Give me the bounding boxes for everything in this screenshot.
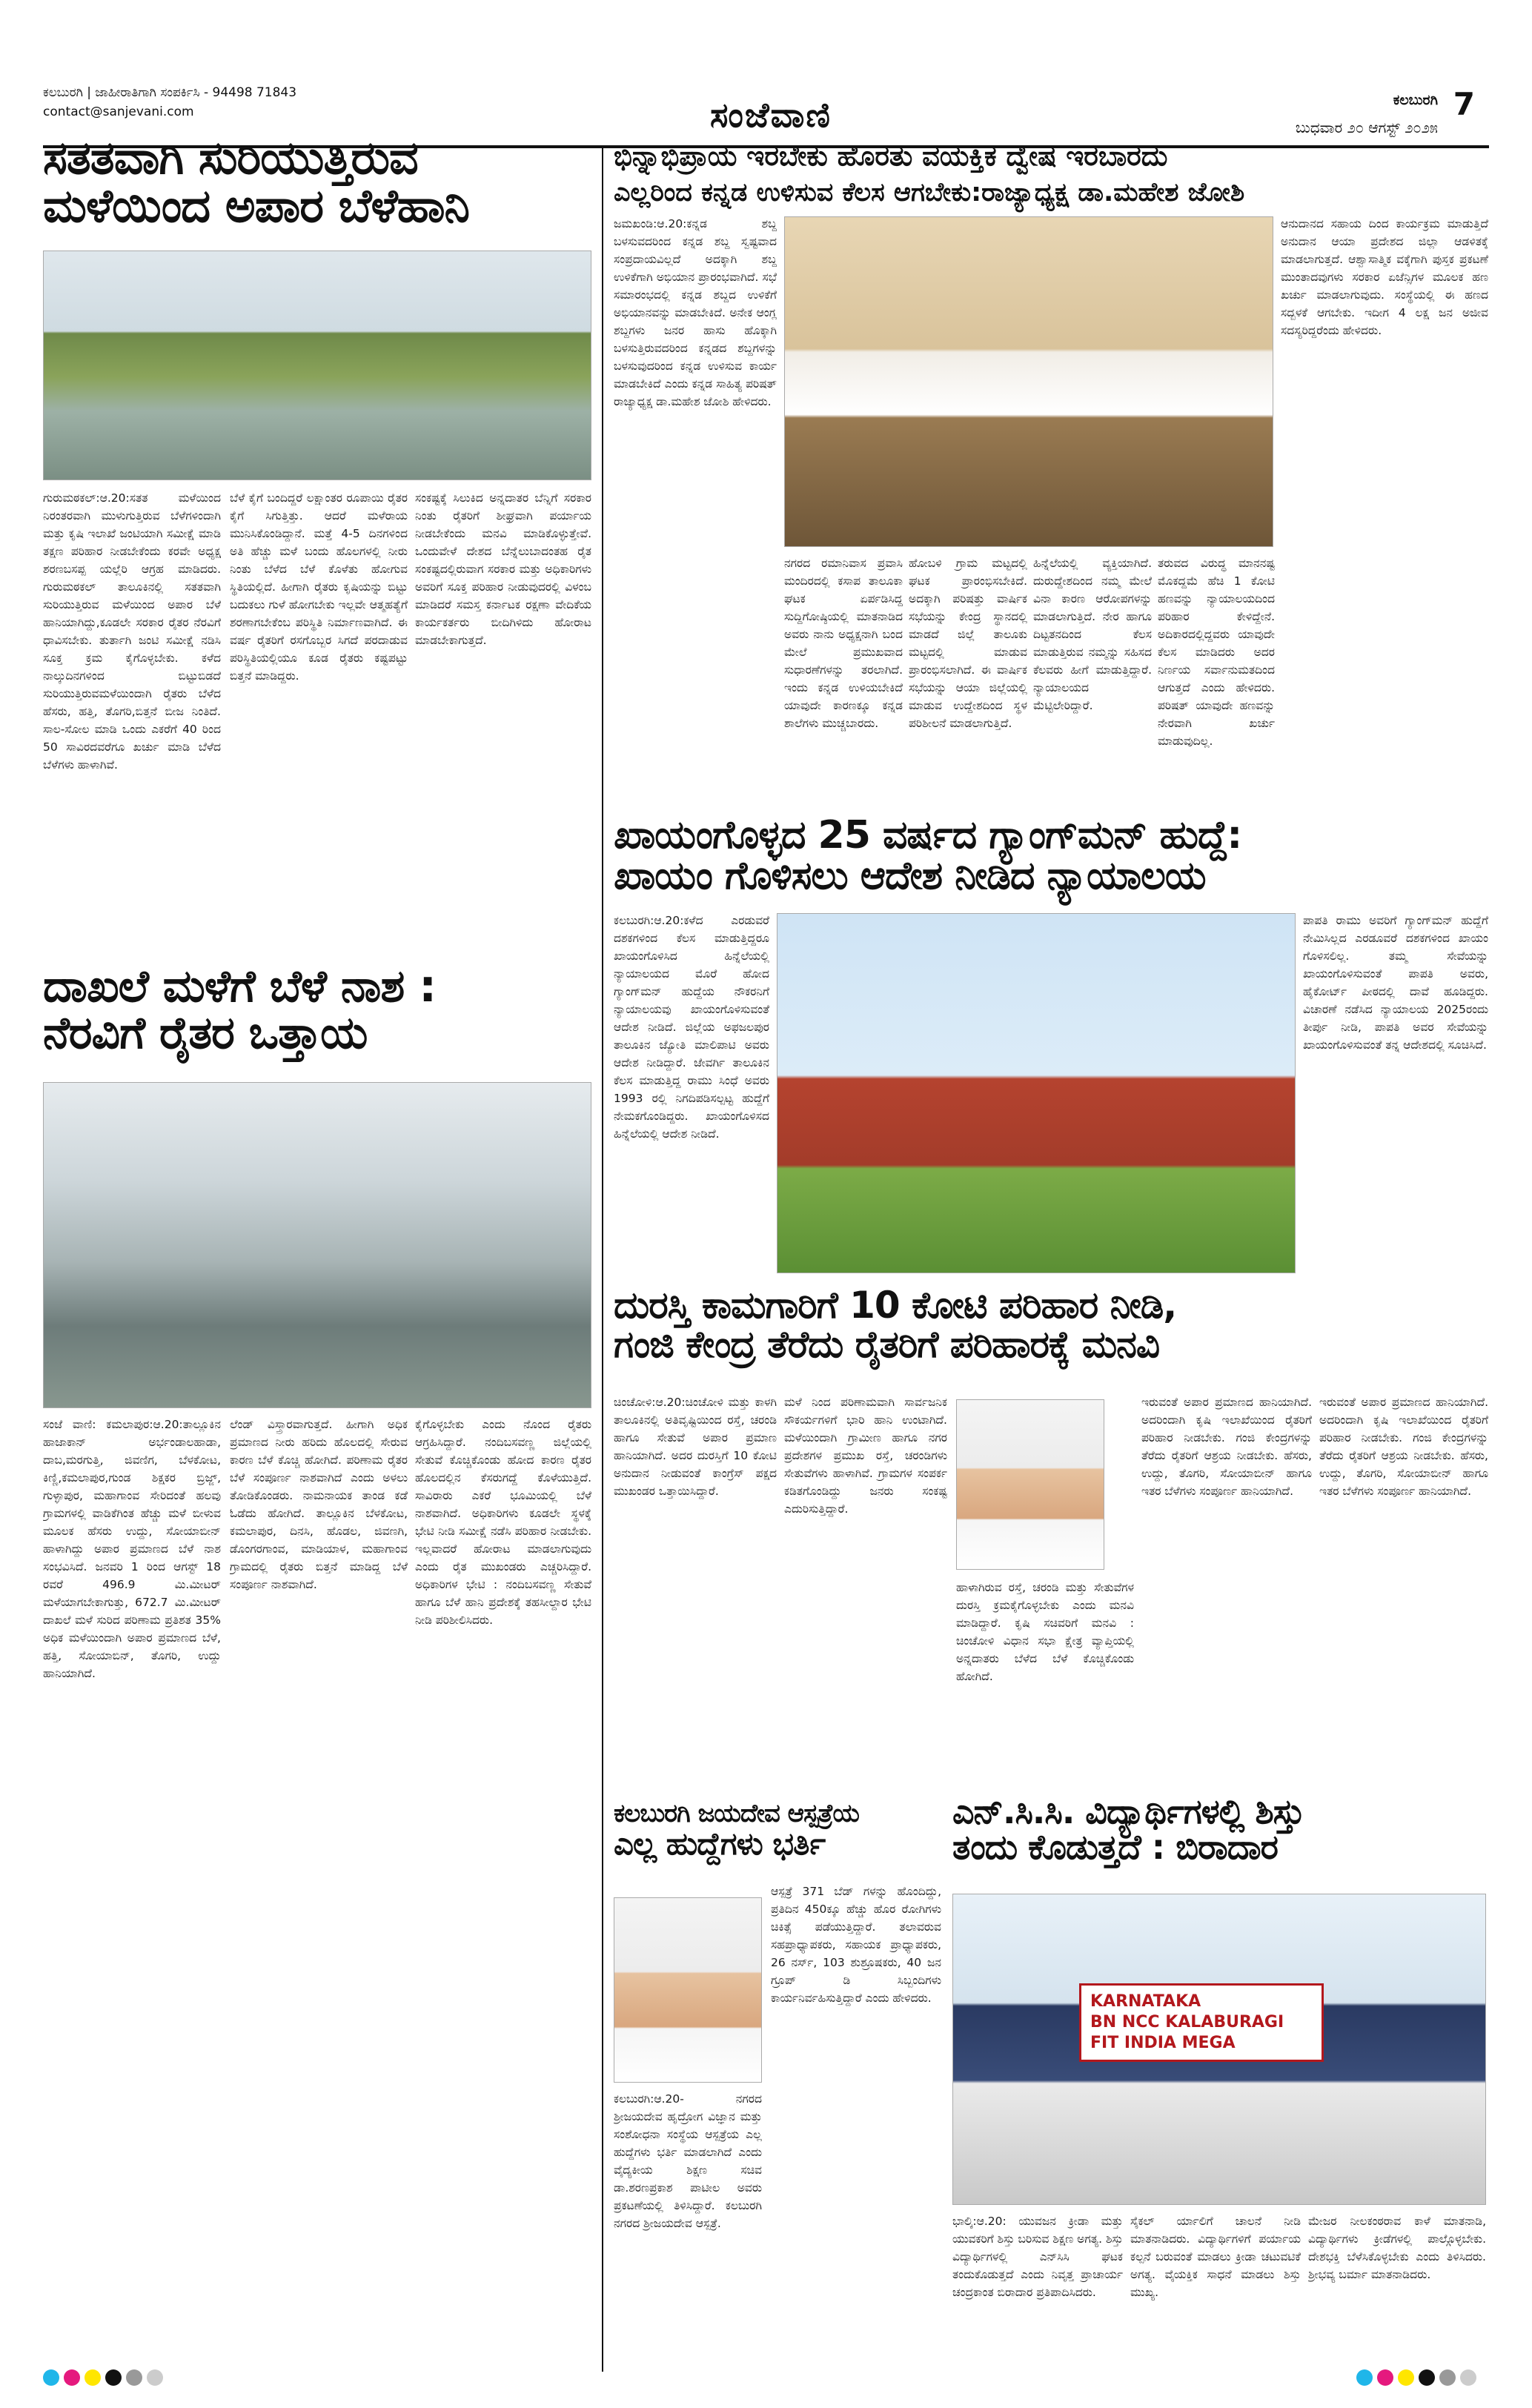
magenta-dot: [64, 2369, 80, 2386]
story7-col3: ಮೇಜರ ನೀಲಕಂಠರಾವ ಕಾಳೆ ಮಾತನಾಡಿ, ವಿದ್ಯಾರ್ಥಿಗಳು ಕ್ರೀಡೆಗಳಲ್ಲಿ ಪಾಲ್ಗೊಳ್ಳಬೇಕು. ದೇಶಭಕ್ತಿ ಬೆಳೆಸಿಕೊಳ್ಳಬೇಕು ಎಂದು ತಿಳಿಸಿದರು. ಶ್ರೀಭವ್ಯ ಬರ್ಮಾ ಮಾತನಾಡಿದರು.: [1308, 2215, 1486, 2281]
story7-photo: [952, 1894, 1486, 2205]
story1-headline-line1: ಸತತವಾಗಿ ಸುರಿಯುತ್ತಿರುವ: [43, 130, 418, 185]
masthead-contact-line: ಕಲಬುರಗಿ | ಜಾಹೀರಾತಿಗಾಗಿ ಸಂಪರ್ಕಿಸಿ - 94498 71843: [43, 85, 297, 100]
story3-headline-line1: ದಾಖಲೆ ಮಳೆಗೆ ಬೆಳೆ ನಾಶ :: [43, 961, 437, 1012]
light-grey-dot: [1460, 2369, 1476, 2386]
story2-col-right: ಆನುದಾನದ ಸಹಾಯ ದಿಂದ ಕಾರ್ಯಕ್ರಮ ಮಾಡುತ್ತಿದೆ ಅನುದಾನ ಆಯಾ ಪ್ರದೇಶದ ಜಿಲ್ಲಾ ಆಡಳಿತಕ್ಕೆ ಮಾಡಲಾಗುತ್ತದೆ. ಆಶ್ವಾಸಾತ್ಮಿಕ ವಕ್ಕೆಗಾಗಿ ಪುಸ್ತಕ ಪ್ರಕಟಣೆ ಮುಂತಾದವುಗಳು ಸರಕಾರ ಏಜೆನ್ಸಿಗಳ ಮೂಲಕ ಹಣ ಖರ್ಚು ಮಾಡಲಾಗುವುದು. ಸಂಸ್ಥೆಯಲ್ಲಿ ಈ ಹಣದ ಸದ್ಬಳಕೆ ಆಗಬೇಕು. ಇದೀಗ 4 ಲಕ್ಷ ಜನ ಅಜೀವ ಸದಸ್ಯರಿದ್ದರೆಂದು ಹೇಳಿದರು.: [1281, 217, 1488, 337]
story3-col3: ಕೈಗೊಳ್ಳಬೇಕು ಎಂದು ನೊಂದ ರೈತರು ಆಗ್ರಹಿಸಿದ್ದಾರೆ. ನಂದಿಬಸವಣ್ಣ ಜಿಲ್ಲೆಯಲ್ಲಿ ಸೇತುವೆ ಕೊಚ್ಚಿಕೊಂಡು ಹೋದ ಕಾರಣ ರೈತರ ಹೊಲದಲ್ಲಿನ ಕೆಸರುಗದ್ದೆ ಕೊಳೆಯುತ್ತಿದೆ. ಸಾವಿರಾರು ಎಕರೆ ಭೂಮಿಯಲ್ಲಿ ಬೆಳೆ ನಾಶವಾಗಿದೆ. ಅಧಿಕಾರಿಗಳು ಕೂಡಲೇ ಸ್ಥಳಕ್ಕೆ ಭೇಟಿ ನೀಡಿ ಸಮೀಕ್ಷೆ ನಡೆಸಿ ಪರಿಹಾರ ನೀಡಬೇಕು. ಇಲ್ಲವಾದರೆ ಹೋರಾಟ ಮಾಡಲಾಗುವುದು ಎಂದು ರೈತ ಮುಖಂಡರು ಎಚ್ಚರಿಸಿದ್ದಾರೆ. ಅಧಿಕಾರಿಗಳ ಭೇಟಿ : ನಂದಿಬಸವಣ್ಣ ಸೇತುವೆ ಹಾಗೂ ಬೆಳೆ ಹಾನಿ ಪ್ರದೇಶಕ್ಕೆ ತಹಸೀಲ್ದಾರ ಭೇಟಿ ನೀಡಿ ಪರಿಶೀಲಿಸಿದರು.: [415, 1418, 591, 1627]
yellow-dot: [84, 2369, 101, 2386]
story6-headline-line2: ಎಲ್ಲ ಹುದ್ದೆಗಳು ಭರ್ತಿ: [614, 1825, 826, 1862]
story5-headline-line1: ದುರಸ್ತಿ ಕಾಮಗಾರಿಗೆ 10 ಕೋಟಿ ಪರಿಹಾರ ನೀಡಿ,: [614, 1284, 1177, 1327]
ncc-banner-line2: BN NCC KALABURAGI: [1090, 2013, 1284, 2031]
page-number: 7: [1453, 86, 1475, 122]
story2-col-b1: ನಗರದ ರಮಾನಿವಾಸ ಪ್ರವಾಸಿ ಮಂದಿರದಲ್ಲಿ ಕಸಾಪ ತಾಲೂಕಾ ಘಟಕ ಏರ್ಪಡಿಸಿದ್ದ ಸುದ್ದಿಗೋಷ್ಠಿಯಲ್ಲಿ ಮಾತನಾಡಿದ ಅವರು ನಾನು ಅಧ್ಯಕ್ಷನಾಗಿ ಬಂದ ಮೇಲೆ ಪ್ರಮುಖವಾದ ಸುಧಾರಣೆಗಳನ್ನು ತರಲಾಗಿದೆ. ಇಂದು ಕನ್ನಡ ಉಳಿಯಬೇಕಿದೆ ಯಾವುದೇ ಕಾರಣಕ್ಕೂ ಕನ್ನಡ ಶಾಲೆಗಳು ಮುಚ್ಚಬಾರದು.: [784, 557, 903, 730]
story5-headline-line2: ಗಂಜಿ ಕೇಂದ್ರ ತೆರೆದು ರೈತರಿಗೆ ಪರಿಹಾರಕ್ಕೆ ಮನವಿ: [614, 1322, 1160, 1366]
light-grey-dot: [147, 2369, 163, 2386]
masthead-date: ಬುಧವಾರ ೨೦ ಆಗಸ್ಟ್ ೨೦೨೫: [1295, 119, 1438, 136]
masthead-left: [43, 83, 296, 122]
story3-headline-line2: ನೆರವಿಗೆ ರೈತರ ಒತ್ತಾಯ: [43, 1007, 368, 1059]
story4-headline-line1: ಖಾಯಂಗೊಳ್ಳದ 25 ವರ್ಷದ ಗ್ಯಾಂಗ್‌ಮನ್ ಹುದ್ದೆ:: [614, 813, 1242, 858]
masthead-email: contact@sanjevani.com: [43, 105, 194, 119]
story2-col-b2: ಹೋಬಳಿ ಗ್ರಾಮ ಮಟ್ಟದಲ್ಲಿ ಘಟಕ ಪ್ರಾರಂಭಿಸಬೇಕಿದೆ. ಅದಕ್ಕಾಗಿ ಪರಿಷತ್ತು ವಾರ್ಷಿಕ ಸಭೆಯನ್ನು ಕೇಂದ್ರ ಸ್ಥಾನದಲ್ಲಿ ಮಾಡದೆ ಜಿಲ್ಲೆ ತಾಲೂಕು ಮಟ್ಟದಲ್ಲಿ ಮಾಡುವ ಪ್ರಾರಂಭಿಸಲಾಗಿದೆ. ಈ ವಾರ್ಷಿಕ ಸಭೆಯನ್ನು ಆಯಾ ಜಿಲ್ಲೆಯಲ್ಲಿ ಮಾಡುವ ಉದ್ದೇಶದಿಂದ ಸ್ಥಳ ಪರಿಶೀಲನೆ ಮಾಡಲಾಗುತ್ತಿದೆ.: [909, 557, 1027, 730]
story3-col1: ಸಂಜೆ ವಾಣಿ: ಕಮಲಾಪುರ:ಆ.20:ತಾಲ್ಲೂಕಿನ ಹಾಜಾಕಾನ್ ಅರ್ಭಂಡಾಲಹಾಡಾ, ದಾಬ,ಮರಗುತ್ತಿ, ಜಿವಣಿಗ, ಬೆಳಕೋಟ, ಕಿಣ್ಣಿ,ಕಮಲಾಪುರ,ಗುಂಡ ಶಿಕ್ಷಕರ ಬ್ರಿಜ್ಜ್, ಗುಳ್ಳಾಪುರ, ಮಹಾಗಾಂವ ಸೇರಿದಂತೆ ಹಲವು ಗ್ರಾಮಗಳಲ್ಲಿ ವಾಡಿಕೆಗಿಂತ ಹೆಚ್ಚು ಮಳೆ ಬೀಳುವ ಮೂಲಕ ಹೆಸರು ಉದ್ದು, ಸೋಯಾಬೀನ್ ಹಾಳಾಗಿದ್ದು ಅಪಾರ ಪ್ರಮಾಣದ ಬೆಳೆ ನಾಶ ಸಂಭವಿಸಿದೆ. ಜನವರಿ 1 ರಿಂದ ಆಗಸ್ಟ್ 18 ರವರೆ 496.9 ಮಿ.ಮೀಟರ್ ಮಳೆಯಾಗಬೇಕಾಗುತ್ತು, 672.7 ಮಿ.ಮೀಟರ್ ದಾಖಲೆ ಮಳೆ ಸುರಿದ ಪರಿಣಾಮ ಪ್ರತಿಶತ 35% ಅಧಿಕ ಮಳೆಯಿಂದಾಗಿ ಅಪಾರ ಪ್ರಮಾಣದ ಬೆಳೆ, ಹತ್ತಿ, ಸೋಯಾಬಿನ್, ತೊಗರಿ, ಉದ್ದು ಹಾನಿಯಾಗಿದೆ.: [43, 1418, 221, 1680]
story7-col1: ಭಾಲ್ಕಿ:ಆ.20: ಯುವಜನ ಕ್ರೀಡಾ ಮತ್ತು ಯುವಕರಿಗೆ ಶಿಸ್ತು ಬರಿಸುವ ಶಿಕ್ಷಣ ಅಗತ್ಯ. ಶಿಸ್ತು ವಿದ್ಯಾರ್ಥಿಗಳಲ್ಲಿ ಎನ್‌ಸಿಸಿ ಘಟಕ ತಂದುಕೊಡುತ್ತದೆ ಎಂದು ನಿವೃತ್ತ ಪ್ರಾಚಾರ್ಯ ಚಂದ್ರಕಾಂತ ಬಿರಾದಾರ ಪ್ರತಿಪಾದಿಸಿದರು.: [952, 2215, 1123, 2299]
story3-headline: [43, 963, 591, 1057]
story1-col1: ಗುರುಮಠಕಲ್:ಆ.20:ಸತತ ಮಳೆಯಿಂದ ನಿರಂತರವಾಗಿ ಮುಳುಗುತ್ತಿರುವ ಬೆಳೆಗಳಿಂದಾಗಿ ಮತ್ತು ಕೃಷಿ ಇಲಾಖೆ ಜಂಟಿಯಾಗಿ ಸಮೀಕ್ಷೆ ಮಾಡಿ ತಕ್ಷಣ ಪರಿಹಾರ ನೀಡಬೇಕೆಂದು ಕರವೇ ಅಧ್ಯಕ್ಷ ಶರಣಬಸಪ್ಪ ಯಲ್ಲೆರಿ ಆಗ್ರಹ ಮಾಡಿದರು. ಗುರುಮಠಕಲ್ ತಾಲೂಕಿನಲ್ಲಿ ಸತತವಾಗಿ ಸುರಿಯುತ್ತಿರುವ ಮಳೆಯಿಂದ ಅಪಾರ ಬೆಳೆ ಹಾನಿಯಾಗಿದ್ದು,ಕೂಡಲೇ ಸರಕಾರ ರೈತರ ನೆರವಿಗೆ ಧಾವಿಸಬೇಕು. ತುರ್ತಾಗಿ ಜಂಟಿ ಸಮೀಕ್ಷೆ ನಡಿಸಿ ಸೂಕ್ತ ಕ್ರಮ ಕೈಗೊಳ್ಳಬೇಕು. ಕಳೆದ ನಾಲ್ಕುದಿನಗಳಿಂದ ಬಿಟ್ಟುಬಿಡದೆ ಸುರಿಯುತ್ತಿರುವಮಳೆಯಿಂದಾಗಿ ರೈತರು ಬೆಳೆದ ಹೆಸರು, ಹತ್ತಿ, ತೊಗರಿ,ಬಿತ್ತನೆ ಬೀಜ ನಿಂತಿದೆ. ಸಾಲ-ಸೋಲ ಮಾಡಿ ಒಂದು ಎಕರೆಗೆ 40 ರಿಂದ 50 ಸಾವಿರದವರೆಗೂ ಖರ್ಚು ಮಾಡಿ ಬೆಳೆದ ಬೆಳೆಗಳು ಹಾಳಾಗಿವೆ.: [43, 491, 221, 772]
story2-headline: ಎಲ್ಲರಿಂದ ಕನ್ನಡ ಉಳಿಸುವ ಕೆಲಸ ಆಗಬೇಕು:ರಾಜ್ಯಾಧ್ಯಕ್ಷ ಡಾ.ಮಹೇಶ ಜೋಶಿ: [614, 178, 1245, 208]
story5-col4: ಇರುವಂತೆ ಅಪಾರ ಪ್ರಮಾಣದ ಹಾನಿಯಾಗಿದೆ. ಅದರಿಂದಾಗಿ ಕೃಷಿ ಇಲಾಖೆಯಿಂದ ರೈತರಿಗೆ ಪರಿಹಾರ ನೀಡಬೇಕು. ಗಂಜಿ ಕೇಂದ್ರಗಳನ್ನು ತೆರೆದು ರೈತರಿಗೆ ಆಶ್ರಯ ನೀಡಬೇಕು. ಹೆಸರು, ಉದ್ದು, ತೊಗರಿ, ಸೋಯಾಬೀನ್ ಹಾಗೂ ಇತರ ಬೆಳೆಗಳು ಸಂಪೂರ್ಣ ಹಾನಿಯಾಗಿದೆ.: [1141, 1396, 1312, 1498]
story3-col2: ಲೆಂಡ್ ವಿಸ್ತ್ರಾರವಾಗುತ್ತದೆ. ಹೀಗಾಗಿ ಅಧಿಕ ಪ್ರಮಾಣದ ನೀರು ಹರಿದು ಹೊಲದಲ್ಲಿ ಸೇರುವ ಕಾರಣ ಬೆಳೆ ಕೊಚ್ಚಿ ಹೋಗಿದೆ. ಪರಿಣಾಮ ರೈತರ ಬೆಳೆ ಸಂಪೂರ್ಣ ನಾಶವಾಗಿದೆ ಎಂದು ಅಳಲು ತೋಡಿಕೊಂಡರು. ನಾಮನಾಯಕ ತಾಂಡ ಕಡೆ ಓಡೆದು ಹೋಗಿದೆ. ತಾಲ್ಲೂಕಿನ ಬೆಳಕೋಟ, ಕಮಲಾಪುರ, ದಿನಸಿ, ಹೊಡಲ, ಜಿವಣಗಿ, ಡೊಂಗರಗಾಂವ, ಮಾಡಿಯಾಳ, ಮಹಾಗಾಂವ ಗ್ರಾಮದಲ್ಲಿ ರೈತರು ಬಿತ್ತನೆ ಮಾಡಿದ್ದ ಬೆಳೆ ಸಂಪೂರ್ಣ ನಾಶವಾಗಿದೆ.: [230, 1418, 408, 1591]
story6-portrait: [614, 1897, 762, 2083]
yellow-dot: [1398, 2369, 1414, 2386]
story2-col-b3: ಹಿನ್ನೆಲೆಯಲ್ಲಿ ವ್ಯಕ್ತಿಯಾಗಿದೆ. ದುರುದ್ದೇಶದಿಂದ ನಮ್ಮ ಮೇಲೆ ವಿನಾ ಕಾರಣ ಆರೋಪಗಳನ್ನು ಮಾಡಲಾಗುತ್ತಿದೆ. ನೇರ ಹಾಗೂ ದಿಟ್ಟತನದಿಂದ ಕೆಲಸ ಮಾಡುತ್ತಿರುವ ನಮ್ಮನ್ನು ಸಹಿಸದ ಕೆಲವರು ಹೀಗೆ ಮಾಡುತ್ತಿದ್ದಾರೆ. ನ್ಯಾಯಾಲಯದ ಮೆಟ್ಟಿಲೇರಿದ್ದಾರೆ.: [1033, 557, 1152, 712]
newspaper-logo: [645, 87, 897, 144]
story6-col1: ಕಲಬುರಗಿ:ಆ.20- ನಗರದ ಶ್ರೀಜಯದೇವ ಹೃದ್ರೋಗ ವಿಜ್ಞಾನ ಮತ್ತು ಸಂಶೋಧನಾ ಸಂಸ್ಥೆಯ ಆಸ್ಪತ್ರೆಯ ಎಲ್ಲ ಹುದ್ದೆಗಳು ಭರ್ತಿ ಮಾಡಲಾಗಿದೆ ಎಂದು ವೈದ್ಯಕೀಯ ಶಿಕ್ಷಣ ಸಚಿವ ಡಾ.ಶರಣಪ್ರಕಾಶ ಪಾಟೀಲ ಅವರು ಪ್ರಕಟಣೆಯಲ್ಲಿ ತಿಳಿಸಿದ್ದಾರೆ. ಕಲಬುರಗಿ ನಗರದ ಶ್ರೀಜಯದೇವ ಆಸ್ಪತ್ರೆ.: [614, 2092, 762, 2230]
registration-marks-right: [1356, 2369, 1476, 2386]
story7-headline-line2: ತಂದು ಕೊಡುತ್ತದೆ : ಬಿರಾದಾರ: [952, 1827, 1278, 1868]
story4-headline-line2: ಖಾಯಂ ಗೊಳಿಸಲು ಆದೇಶ ನೀಡಿದ ನ್ಯಾಯಾಲಯ: [614, 853, 1206, 898]
story7-headline-line1: ಎನ್.ಸಿ.ಸಿ. ವಿದ್ಯಾರ್ಥಿಗಳಲ್ಲಿ ಶಿಸ್ತು: [952, 1791, 1304, 1831]
cyan-dot: [1356, 2369, 1373, 2386]
story5-col3: ಹಾಳಾಗಿರುವ ರಸ್ತೆ, ಚರಂಡಿ ಮತ್ತು ಸೇತುವೆಗಳ ದುರಸ್ತಿ ಕ್ರಮಕೈಗೊಳ್ಳಬೇಕು ಎಂದು ಮನವಿ ಮಾಡಿದ್ದಾರೆ. ಕೃಷಿ ಸಚಿವರಿಗೆ ಮನವಿ : ಚಿಂಚೋಳಿ ವಿಧಾನ ಸಭಾ ಕ್ಷೇತ್ರ ವ್ಯಾಪ್ತಿಯಲ್ಲಿ ಅನ್ನದಾತರು ಬೆಳೆದ ಬೆಳೆ ಕೊಚ್ಚಿಕೊಂಡು ಹೋಗಿದೆ.: [956, 1581, 1134, 1683]
story5-col1: ಚಿಂಚೋಳಿ:ಆ.20:ಚಿಂಚೋಳಿ ಮತ್ತು ಕಾಳಗಿ ತಾಲೂಕಿನಲ್ಲಿ ಅತಿವೃಷ್ಟಿಯಿಂದ ರಸ್ತೆ, ಚರಂಡಿ ಹಾಗೂ ಸೇತುವೆ ಅಪಾರ ಪ್ರಮಾಣ ಹಾನಿಯಾಗಿದೆ. ಅದರ ದುರಸ್ತಿಗೆ 10 ಕೋಟಿ ಅನುದಾನ ನೀಡುವಂತೆ ಕಾಂಗ್ರೆಸ್ ಪಕ್ಷದ ಮುಖಂಡರ ಒತ್ತಾಯಿಸಿದ್ದಾರೆ.: [614, 1396, 777, 1498]
story6-headline: [614, 1801, 940, 1860]
black-dot: [1419, 2369, 1435, 2386]
story3-photo: [43, 1082, 591, 1408]
story7-col2: ಸೈಕಲ್ ರ್ಯಾಲಿಗೆ ಚಾಲನೆ ನೀಡಿ ಮಾತನಾಡಿದರು. ವಿದ್ಯಾರ್ಥಿಗಳಿಗೆ ಪರ್ಯಾಯ ಕಲ್ಪನೆ ಬರುವಂತೆ ಮಾಡಲು ಕ್ರೀಡಾ ಚಟುವಟಿಕೆ ಅಗತ್ಯ. ವೈಯಕ್ತಿಕ ಸಾಧನೆ ಮಾಡಲು ಶಿಸ್ತು ಮುಖ್ಯ.: [1130, 2215, 1301, 2299]
masthead-right: [1171, 86, 1475, 136]
story5-headline: [614, 1286, 1488, 1364]
story6-col2: ಆಸ್ಪತ್ರೆ 371 ಬೆಡ್ ಗಳನ್ನು ಹೊಂದಿದ್ದು, ಪ್ರತಿದಿನ 450ಕ್ಕೂ ಹೆಚ್ಚು ಹೊರ ರೋಗಿಗಳು ಚಿಕಿತ್ಸೆ ಪಡೆಯುತ್ತಿದ್ದಾರೆ. ತಲಾವರುವ ಸಹಪ್ರಾಧ್ಯಾಪಕರು, ಸಹಾಯಕ ಪ್ರಾಧ್ಯಾಪಕರು, 26 ನರ್ಸ್, 103 ಶುಶ್ರೂಷಕರು, 40 ಜನ ಗ್ರೂಪ್ ಡಿ ಸಿಬ್ಬಂದಿಗಳು ಕಾರ್ಯನಿರ್ವಹಿಸುತ್ತಿದ್ದಾರೆ ಎಂದು ಹೇಳಿದರು.: [771, 1885, 941, 2005]
story4-photo: [777, 913, 1296, 1273]
story2-kicker: ಭಿನ್ನಾಭಿಪ್ರಾಯ ಇರಬೇಕು ಹೊರತು ವಯಕ್ತಿಕ ದ್ವೇಷ ಇರಬಾರದು: [614, 140, 1168, 172]
column-divider: [602, 148, 603, 2372]
story1-headline: [43, 130, 591, 233]
story1-headline-line2: ಮಳೆಯಿಂದ ಅಪಾರ ಬೆಳೆಹಾನಿ: [43, 179, 469, 233]
story1-col2: ಬೆಳೆ ಕೈಗೆ ಬಂದಿದ್ದರೆ ಲಕ್ಷಾಂತರ ರೂಪಾಯಿ ರೈತರ ಕೈಗೆ ಸಿಗುತ್ತಿತ್ತು. ಆದರೆ ಮಳೆರಾಯ ಮುನಿಸಿಕೊಂಡಿದ್ದಾನೆ. ಮತ್ತೆ 4-5 ದಿನಗಳಿಂದ ಅತಿ ಹೆಚ್ಚು ಮಳೆ ಬಂದು ಹೊಲಗಳಲ್ಲಿ ನೀರು ನಿಂತು ಬೆಳೆದ ಬೆಳೆ ಕೊಳೆತು ಹೋಗುವ ಸ್ಥಿತಿಯಲ್ಲಿದೆ. ಹೀಗಾಗಿ ರೈತರು ಕೃಷಿಯನ್ನು ಬಿಟ್ಟು ಬದುಕಲು ಗುಳೆ ಹೋಗಬೇಕು ಇಲ್ಲವೇ ಆತ್ಮಹತ್ಯೆಗೆ ಶರಣಾಗಬೇಕೆಂಬ ಪರಿಸ್ಥಿತಿ ನಿರ್ಮಾಣವಾಗಿದೆ. ಈ ವರ್ಷ ರೈತರಿಗೆ ರಸಗೊಬ್ಬರ ಸಿಗದೆ ಪರದಾಡುವ ಪರಿಸ್ಥಿತಿಯಲ್ಲಿಯೂ ಕೂಡ ರೈತರು ಕಷ್ಟಪಟ್ಟು ಬಿತ್ತನೆ ಮಾಡಿದ್ದರು.: [230, 491, 408, 683]
story4-headline: [614, 815, 1488, 896]
story4-col-left: ಕಲಬುರಗಿ:ಆ.20:ಕಳೆದ ಎರಡುವರೆ ದಶಕಗಳಿಂದ ಕೆಲಸ ಮಾಡುತ್ತಿದ್ದರೂ ಖಾಯಂಗೊಳಿಸಿದ ಹಿನ್ನೆಲೆಯಲ್ಲಿ ನ್ಯಾಯಾಲಯದ ಮೊರೆ ಹೋದ ಗ್ಯಾಂಗ್‌ಮನ್ ಹುದ್ದೆಯ ನೌಕರನಿಗೆ ನ್ಯಾಯಾಲಯವು ಖಾಯಂಗೊಳಿಸುವಂತೆ ಆದೇಶ ನೀಡಿದೆ. ಜಿಲ್ಲೆಯ ಅಫಜಲಪುರ ತಾಲೂಕಿನ ಜ್ಯೋತಿ ಮಾಲಿಪಾಟಿ ಅವರು ಆದೇಶ ನೀಡಿದ್ದಾರೆ. ಜೇವರ್ಗಿ ತಾಲೂಕಿನ ಕೆಲಸ ಮಾಡುತ್ತಿದ್ದ ರಾಮು ಸಿಂಧೆ ಅವರು 1993 ರಲ್ಲಿ ನಿಗದಿಪಡಿಸಲ್ಪಟ್ಟ ಹುದ್ದೆಗೆ ನೇಮಕಗೊಂಡಿದ್ದರು. ಖಾಯಂಗೊಳಿಸದ ಹಿನ್ನೆಲೆಯಲ್ಲಿ ಆದೇಶ ನೀಡಿದೆ.: [614, 914, 769, 1141]
ncc-banner-line1: KARNATAKA: [1090, 1992, 1201, 2011]
ncc-banner-line3: FIT INDIA MEGA: [1090, 2034, 1236, 2052]
grey-dot: [1439, 2369, 1456, 2386]
registration-marks-left: [43, 2369, 163, 2386]
story4-col-right: ಪಾಪತಿ ರಾಮು ಅವರಿಗೆ ಗ್ಯಾಂಗ್‌ಮನ್ ಹುದ್ದೆಗೆ ನೇಮಿಸಿಲ್ಲದ ಎರಡೂವರೆ ದಶಕಗಳಿಂದ ಖಾಯಂ ಗೊಳಿಸಲಿಲ್ಲ. ತಮ್ಮ ಸೇವೆಯನ್ನು ಖಾಯಂಗೊಳಿಸುವಂತೆ ಪಾಪತಿ ಅವರು, ಹೈಕೋರ್ಟ್ ಪೀಠದಲ್ಲಿ ದಾವೆ ಹೂಡಿದ್ದರು. ವಿಚಾರಣೆ ನಡೆಸಿದ ನ್ಯಾಯಾಲಯ 2025ರಂದು ತೀರ್ಪು ನೀಡಿ, ಪಾಪತಿ ಅವರ ಸೇವೆಯನ್ನು ಖಾಯಂಗೊಳಿಸುವಂತೆ ತನ್ನ ಆದೇಶದಲ್ಲಿ ಸೂಚಿಸಿದೆ.: [1303, 914, 1488, 1052]
story6-headline-line1: ಕಲಬುರಗಿ ಜಯದೇವ ಆಸ್ಪತ್ರೆಯ: [614, 1799, 859, 1828]
story5-col2: ಮಳೆ ನಿಂದ ಪರಿಣಾಮವಾಗಿ ಸಾರ್ವಜನಿಕ ಸೌಕರ್ಯಗಳಿಗೆ ಭಾರಿ ಹಾನಿ ಉಂಟಾಗಿದೆ. ಮಳೆಯಿಂದಾಗಿ ಗ್ರಾಮೀಣ ಹಾಗೂ ನಗರ ಪ್ರದೇಶಗಳ ಪ್ರಮುಖ ರಸ್ತೆ, ಚರಂಡಿಗಳು ಸೇತುವೆಗಳು ಹಾಳಾಗಿವೆ. ಗ್ರಾಮಗಳ ಸಂಪರ್ಕ ಕಡಿತಗೊಂಡಿದ್ದು ಜನರು ಸಂಕಷ್ಟ ಎದುರಿಸುತ್ತಿದ್ದಾರೆ.: [784, 1396, 947, 1516]
story1-col3: ಸಂಕಷ್ಟಕ್ಕೆ ಸಿಲುಕಿದ ಅನ್ನದಾತರ ಬೆನ್ನಿಗೆ ಸರಕಾರ ನಿಂತು ರೈತರಿಗೆ ಶೀಘ್ರವಾಗಿ ಪರ್ಯಾಯ ನೀಡಬೇಕೆಂದು ಮನವಿ ಮಾಡಿಕೊಳ್ಳುತ್ತೇವೆ. ಒಂದುವೇಳೆ ದೇಶದ ಬೆನ್ನೆಲುಬಾದಂತಹ ರೈತ ಸಂಕಷ್ಟದಲ್ಲಿರುವಾಗ ಸರಕಾರ ಮತ್ತು ಅಧಿಕಾರಿಗಳು ಅವರಿಗೆ ಸೂಕ್ತ ಪರಿಹಾರ ನೀಡುವುದರಲ್ಲಿ ವಿಳಂಬ ಮಾಡಿದರೆ ಸಮಸ್ತ ಕರ್ನಾಟಕ ರಕ್ಷಣಾ ವೇದಿಕೆಯ ಕಾರ್ಯಕರ್ತರು ಬೀದಿಗಿಳಿದು ಹೋರಾಟ ಮಾಡಬೇಕಾಗುತ್ತದೆ.: [415, 491, 591, 647]
grey-dot: [126, 2369, 142, 2386]
magenta-dot: [1377, 2369, 1393, 2386]
story7-headline: [952, 1791, 1486, 1868]
story5-col5: ಇರುವಂತೆ ಅಪಾರ ಪ್ರಮಾಣದ ಹಾನಿಯಾಗಿದೆ. ಅದರಿಂದಾಗಿ ಕೃಷಿ ಇಲಾಖೆಯಿಂದ ರೈತರಿಗೆ ಪರಿಹಾರ ನೀಡಬೇಕು. ಗಂಜಿ ಕೇಂದ್ರಗಳನ್ನು ತೆರೆದು ರೈತರಿಗೆ ಆಶ್ರಯ ನೀಡಬೇಕು. ಹೆಸರು, ಉದ್ದು, ತೊಗರಿ, ಸೋಯಾಬೀನ್ ಹಾಗೂ ಇತರ ಬೆಳೆಗಳು ಸಂಪೂರ್ಣ ಹಾನಿಯಾಗಿದೆ.: [1319, 1396, 1488, 1498]
story2-photo: [784, 216, 1273, 547]
story5-portrait: [956, 1399, 1104, 1570]
masthead-city: ಕಲಬುರಗಿ: [1393, 92, 1438, 108]
story1-photo: [43, 251, 591, 480]
cyan-dot: [43, 2369, 59, 2386]
ncc-banner: [1079, 1983, 1324, 2062]
black-dot: [105, 2369, 122, 2386]
story2-col-left: ಜಮಖಂಡಿ:ಆ.20:ಕನ್ನಡ ಶಬ್ದ ಬಳಸುವದರಿಂದ ಕನ್ನಡ ಶಬ್ದ ಸ್ವಷ್ಟವಾದ ಸಂಪ್ರದಾಯವಿಲ್ಲದೆ ಅದಕ್ಕಾಗಿ ಶಬ್ದ ಉಳಿಕೆಗಾಗಿ ಅಭಿಯಾನ ಪ್ರಾರಂಭವಾಗಿದೆ. ಸಭೆ ಸಮಾರಂಭದಲ್ಲಿ ಕನ್ನಡ ಶಬ್ದದ ಉಳಿಕೆಗೆ ಅಭಿಯಾನವನ್ನು ಮಾಡಬೇಕಿದೆ. ಅನೇಕ ಆಂಗ್ಲ ಶಬ್ದಗಳು ಜನರ ಹಾಸು ಹೊಕ್ಕಾಗಿ ಬಳಸುತ್ತಿರುವದರಿಂದ ಕನ್ನಡದ ಶಬ್ದಗಳನ್ನು ಬಳಸುವುದರಿಂದ ಕನ್ನಡ ಉಳಿಸುವ ಕಾರ್ಯ ಮಾಡಬೇಕಿದೆ ಎಂದು ಕನ್ನಡ ಸಾಹಿತ್ಯ ಪರಿಷತ್ ರಾಜ್ಯಾಧ್ಯಕ್ಷ ಡಾ.ಮಹೇಶ ಜೋಶಿ ಹೇಳಿದರು.: [614, 217, 777, 408]
logo-text: ಸಂಜೆವಾಣಿ: [710, 95, 832, 135]
story2-col-b4: ತರುವದ ವಿರುದ್ಧ ಮಾನನಷ್ಟ ಮೊಕದ್ದಮೆ ಹೆಚಿ 1 ಕೋಟಿ ಹಣವನ್ನು ನ್ಯಾಯಾಲಯದಿಂದ ಪರಿಹಾರ ಕೇಳಿದ್ದೇನೆ. ಅದಿಕಾರದಲ್ಲಿದ್ದವರು ಯಾವುದೇ ಕೆಲಸ ಮಾಡಿದರು ಅದರ ನಿರ್ಣಯ ಸರ್ವಾನುಮತದಿಂದ ಆಗುತ್ತದೆ ಎಂದು ಹೇಳಿದರು. ಪರಿಷತ್ ಯಾವುದೇ ಹಣವನ್ನು ನೇರವಾಗಿ ಖರ್ಚು ಮಾಡುವುದಿಲ್ಲ.: [1158, 557, 1275, 748]
